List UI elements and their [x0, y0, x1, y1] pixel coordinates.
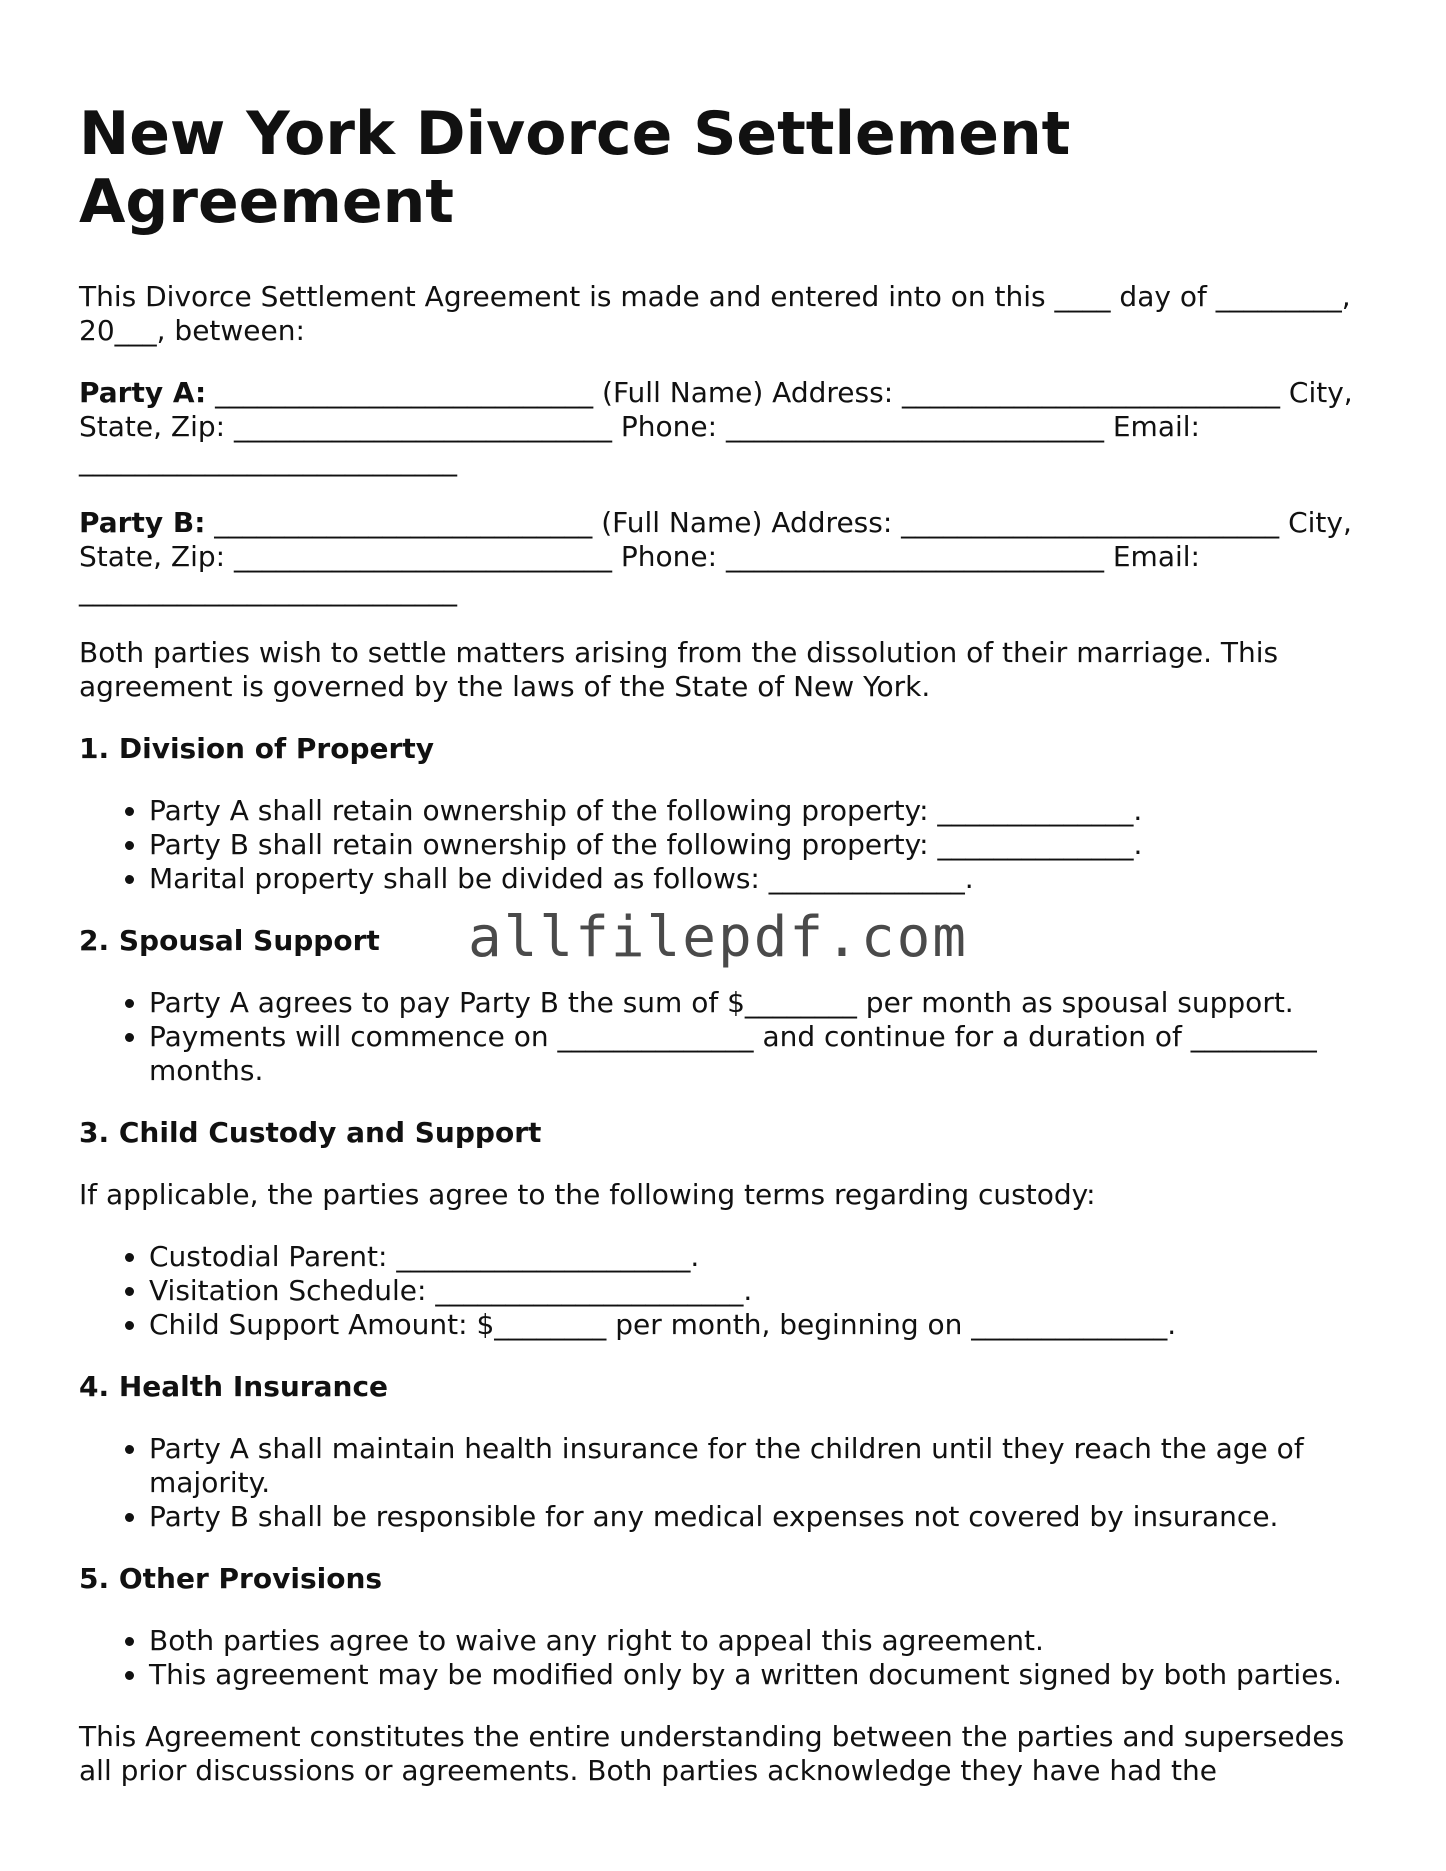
list-item: • Marital property shall be divided as follows: ______________. — [149, 862, 1369, 896]
section-heading-child-custody: 3. Child Custody and Support — [79, 1116, 542, 1149]
section-heading-other-provisions: 5. Other Provisions — [79, 1562, 383, 1595]
list-item: • Both parties agree to waive any right to appeal this agreement. — [149, 1624, 1369, 1658]
list-item: • Party A agrees to pay Party B the sum of $________ per month as spousal support. — [149, 986, 1369, 1020]
party-b-details: ___________________________ (Full Name) Address: ___________________________ City, State, Zip: ___________________________ Phone: ___________________________ Email: ___________________________ — [79, 506, 1352, 607]
section-heading-spousal-support: 2. Spousal Support — [79, 924, 380, 957]
list-item: • Party A shall maintain health insurance for the children until they reach the age of majority. — [149, 1432, 1369, 1500]
list-item: • Custodial Parent: _____________________. — [149, 1240, 1369, 1274]
list-item: • Party A shall retain ownership of the following property: ______________. — [149, 794, 1369, 828]
closing-paragraph: This Agreement constitutes the entire understanding between the parties and supersedes all prior discussions or agreements. Both parties acknowledge they have had the — [79, 1720, 1345, 1787]
list-item: • Party B shall retain ownership of the following property: ______________. — [149, 828, 1369, 862]
custody-intro: If applicable, the parties agree to the following terms regarding custody: — [79, 1178, 1096, 1211]
party-a-details: ___________________________ (Full Name) Address: ___________________________ City, State, Zip: ___________________________ Phone: ___________________________ Email: ___________________________ — [79, 376, 1353, 477]
section-heading-property: 1. Division of Property — [79, 732, 434, 765]
party-b-block — [79, 506, 1369, 608]
spousal-support-list — [79, 986, 1369, 1088]
list-item: • Payments will commence on ______________ and continue for a duration of _________ months. — [149, 1020, 1369, 1088]
section-heading-health-insurance: 4. Health Insurance — [79, 1370, 389, 1403]
intro-paragraph: This Divorce Settlement Agreement is made and entered into on this ____ day of _________, 20___, between: — [79, 280, 1351, 347]
list-item: • Party B shall be responsible for any medical expenses not covered by insurance. — [149, 1500, 1369, 1534]
party-b-label: Party B: — [79, 506, 206, 539]
property-list — [79, 794, 1369, 896]
party-a-label: Party A: — [79, 376, 207, 409]
health-insurance-list — [79, 1432, 1369, 1534]
party-a-block — [79, 376, 1369, 478]
list-item: • Child Support Amount: $________ per month, beginning on ______________. — [149, 1308, 1369, 1342]
other-provisions-list — [79, 1624, 1369, 1692]
custody-list — [79, 1240, 1369, 1342]
preamble-paragraph: Both parties wish to settle matters arising from the dissolution of their marriage. This agreement is governed by the laws of the State of New York. — [79, 636, 1279, 703]
watermark: allfilepdf.com — [468, 905, 969, 970]
document-title: New York Divorce Settlement Agreement — [79, 99, 1071, 237]
list-item: • This agreement may be modified only by a written document signed by both parties. — [149, 1658, 1369, 1692]
list-item: • Visitation Schedule: ______________________. — [149, 1274, 1369, 1308]
